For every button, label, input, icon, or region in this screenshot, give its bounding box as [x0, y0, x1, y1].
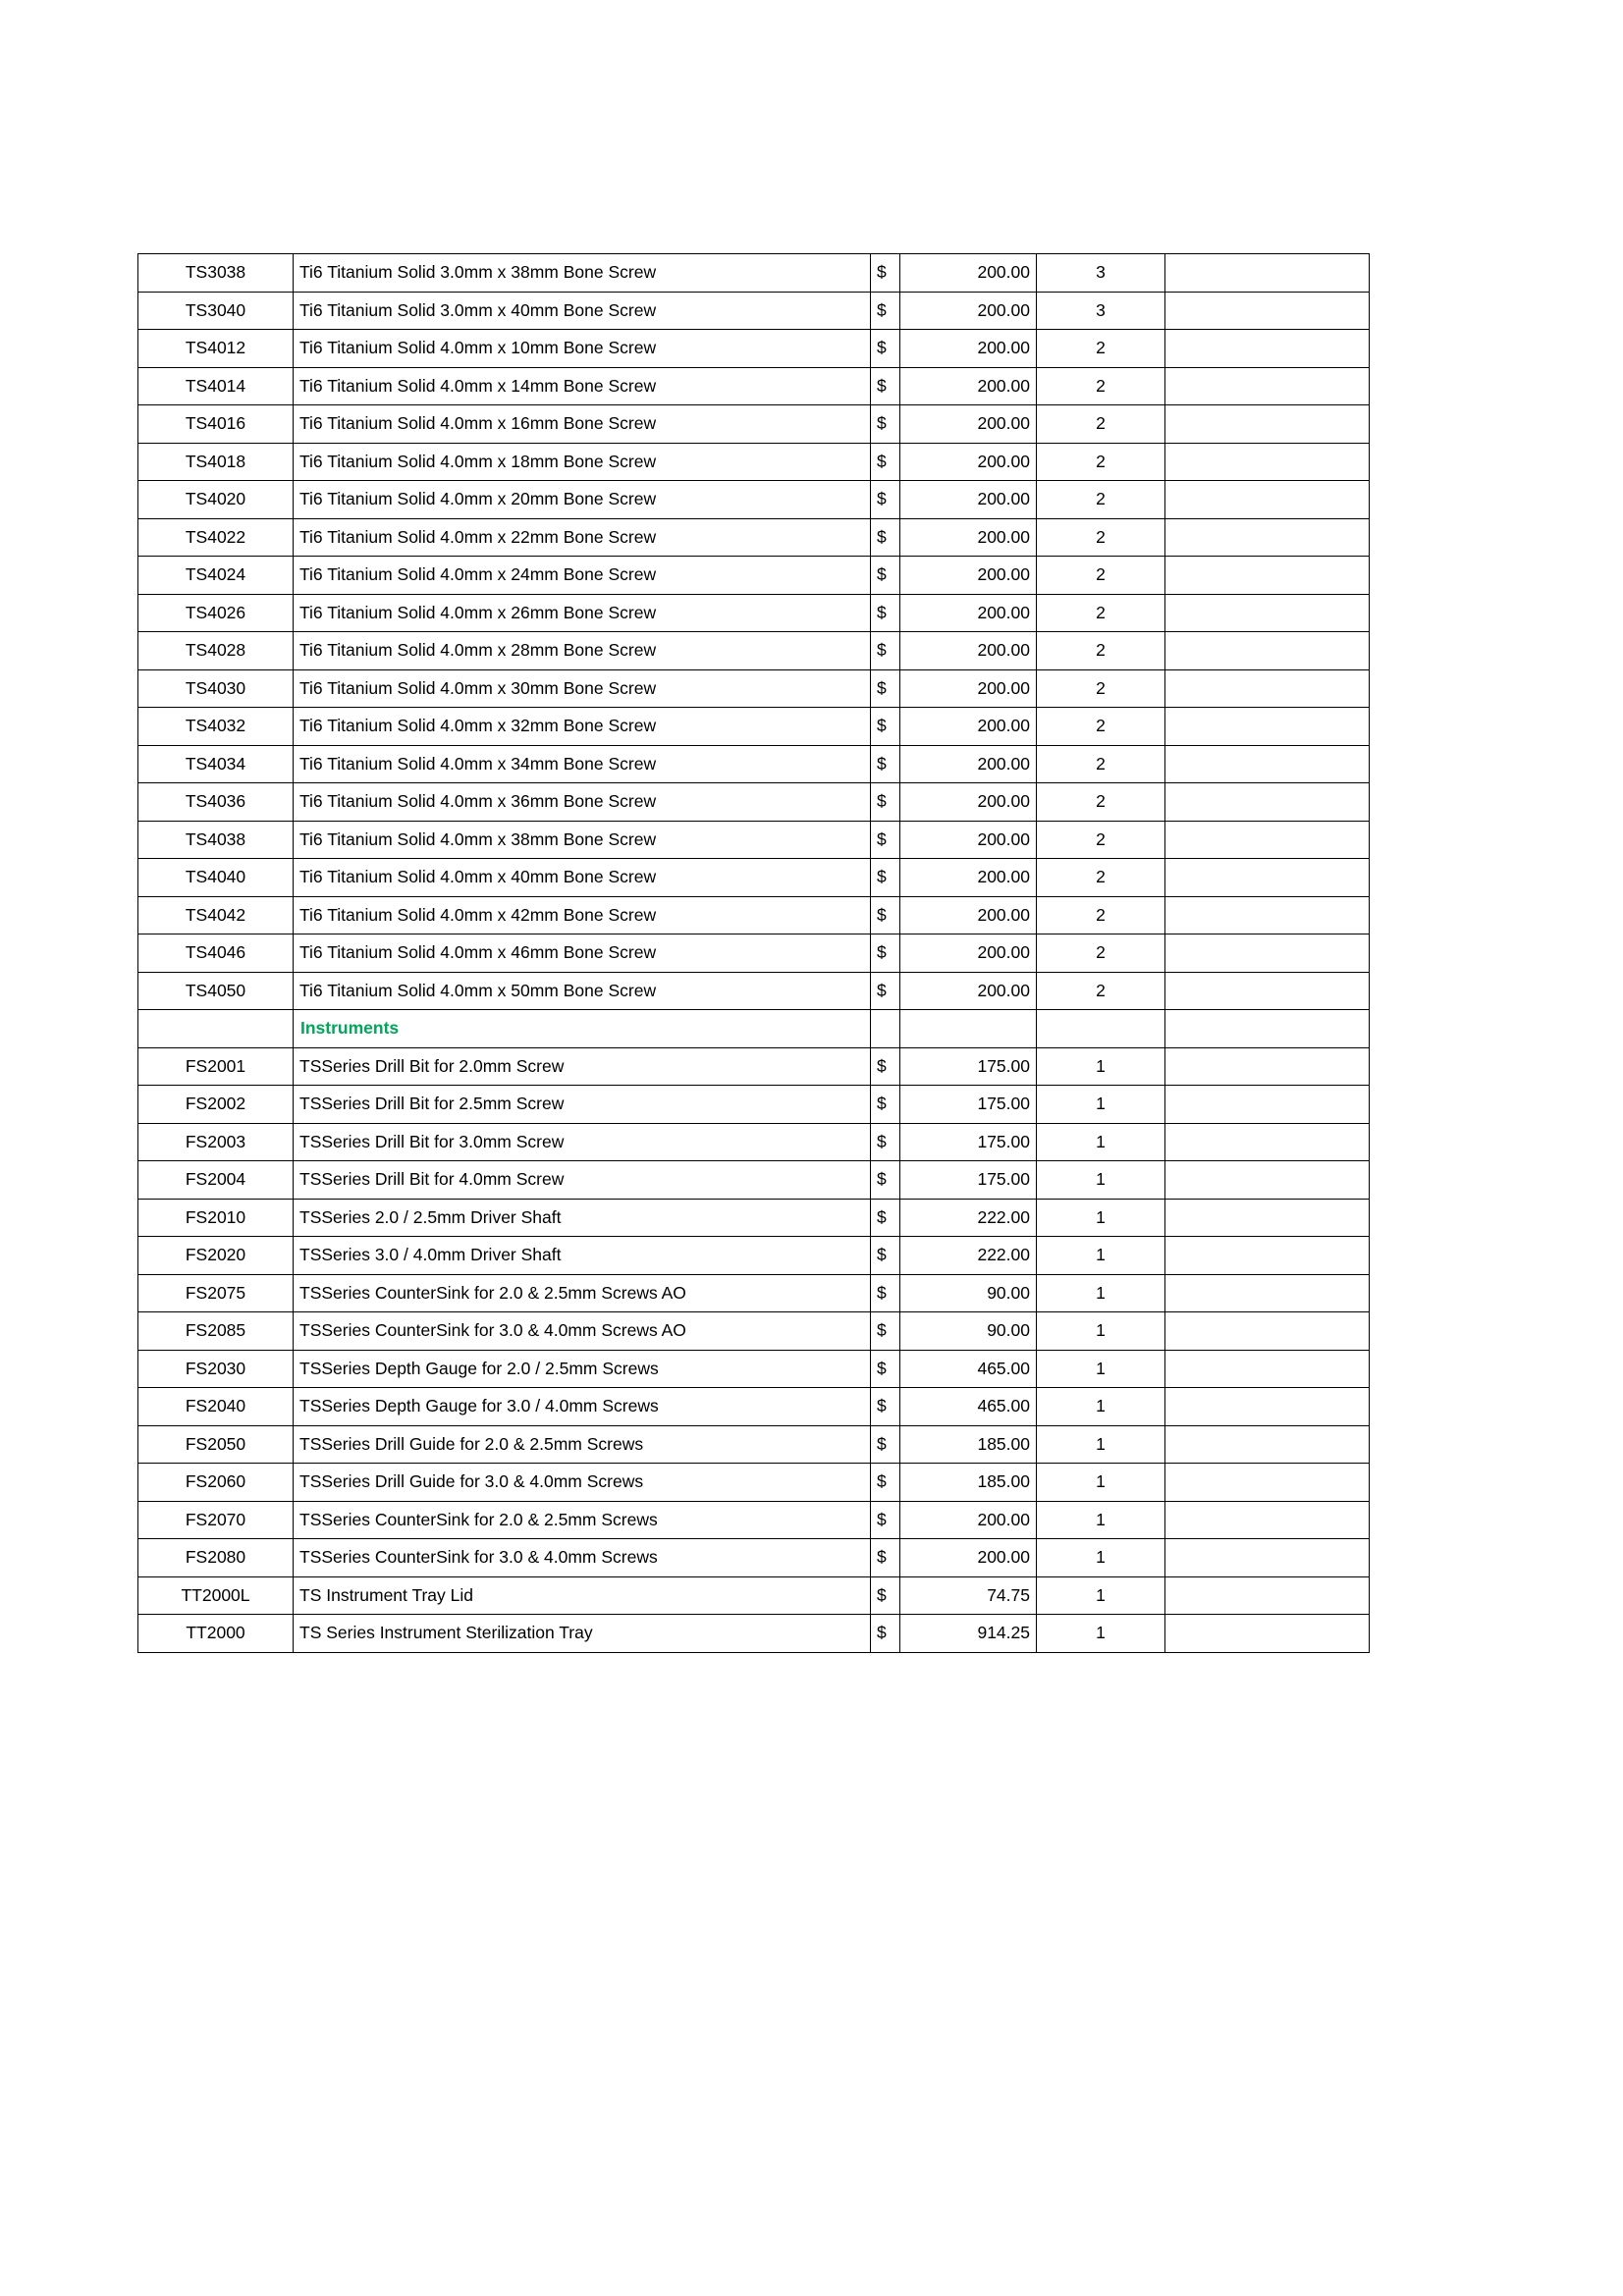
- table-row: [138, 1350, 1370, 1388]
- cell-product-code: FS2030: [138, 1350, 294, 1388]
- cell-quantity: 2: [1037, 934, 1165, 973]
- cell-description: Ti6 Titanium Solid 4.0mm x 16mm Bone Screw: [294, 405, 871, 444]
- cell-product-code: TS4026: [138, 594, 294, 632]
- cell-product-code: TS4018: [138, 443, 294, 481]
- cell-quantity: 2: [1037, 518, 1165, 557]
- cell-product-code: TS4040: [138, 859, 294, 897]
- cell-currency-symbol: $: [871, 1464, 900, 1502]
- cell-description: TSSeries Drill Bit for 4.0mm Screw: [294, 1161, 871, 1200]
- cell-notes: [1165, 821, 1370, 859]
- cell-quantity: 2: [1037, 783, 1165, 822]
- table-row: [138, 1539, 1370, 1577]
- cell-product-code: TS4032: [138, 708, 294, 746]
- cell-product-code: FS2010: [138, 1199, 294, 1237]
- cell-product-code: FS2001: [138, 1047, 294, 1086]
- cell-quantity: 2: [1037, 708, 1165, 746]
- cell-notes: [1165, 1464, 1370, 1502]
- table-row: [138, 518, 1370, 557]
- cell-notes: [1165, 934, 1370, 973]
- cell-description: Ti6 Titanium Solid 4.0mm x 50mm Bone Screw: [294, 972, 871, 1010]
- cell-price: 185.00: [900, 1425, 1037, 1464]
- cell-description: Ti6 Titanium Solid 4.0mm x 36mm Bone Screw: [294, 783, 871, 822]
- cell-notes: [1165, 1501, 1370, 1539]
- cell-notes: [1165, 1615, 1370, 1653]
- table-row: [138, 1464, 1370, 1502]
- cell-notes: [1165, 1388, 1370, 1426]
- cell-product-code: FS2075: [138, 1274, 294, 1312]
- cell-quantity: 1: [1037, 1425, 1165, 1464]
- cell-notes: [1165, 1047, 1370, 1086]
- cell-quantity: [1037, 1010, 1165, 1048]
- cell-notes: [1165, 1350, 1370, 1388]
- cell-quantity: 1: [1037, 1501, 1165, 1539]
- table-row: [138, 783, 1370, 822]
- table-row: [138, 708, 1370, 746]
- cell-quantity: 2: [1037, 330, 1165, 368]
- cell-quantity: 1: [1037, 1576, 1165, 1615]
- table-row: [138, 821, 1370, 859]
- cell-currency-symbol: $: [871, 708, 900, 746]
- cell-quantity: 2: [1037, 557, 1165, 595]
- cell-currency-symbol: $: [871, 1086, 900, 1124]
- cell-price: 200.00: [900, 896, 1037, 934]
- cell-description: TSSeries CounterSink for 3.0 & 4.0mm Screws AO: [294, 1312, 871, 1351]
- cell-description: Ti6 Titanium Solid 4.0mm x 26mm Bone Screw: [294, 594, 871, 632]
- cell-currency-symbol: $: [871, 821, 900, 859]
- cell-notes: [1165, 1274, 1370, 1312]
- cell-product-code: TS4038: [138, 821, 294, 859]
- cell-description: TSSeries Drill Bit for 3.0mm Screw: [294, 1123, 871, 1161]
- cell-notes: [1165, 745, 1370, 783]
- table-row: [138, 669, 1370, 708]
- cell-description: TSSeries CounterSink for 2.0 & 2.5mm Screws: [294, 1501, 871, 1539]
- cell-description: TSSeries Drill Bit for 2.5mm Screw: [294, 1086, 871, 1124]
- cell-description: Ti6 Titanium Solid 4.0mm x 28mm Bone Screw: [294, 632, 871, 670]
- cell-currency-symbol: $: [871, 292, 900, 330]
- cell-product-code: TS4014: [138, 367, 294, 405]
- cell-currency-symbol: $: [871, 745, 900, 783]
- table-row: [138, 1123, 1370, 1161]
- cell-notes: [1165, 859, 1370, 897]
- cell-currency-symbol: $: [871, 934, 900, 973]
- cell-price: 200.00: [900, 934, 1037, 973]
- table-row: [138, 1501, 1370, 1539]
- cell-description: Ti6 Titanium Solid 4.0mm x 40mm Bone Screw: [294, 859, 871, 897]
- cell-currency-symbol: $: [871, 1615, 900, 1653]
- table-row: [138, 1312, 1370, 1351]
- table-row: [138, 443, 1370, 481]
- cell-product-code: TS4036: [138, 783, 294, 822]
- cell-notes: [1165, 367, 1370, 405]
- cell-section-label: Instruments: [294, 1010, 871, 1048]
- cell-price: 200.00: [900, 708, 1037, 746]
- cell-product-code: TS4016: [138, 405, 294, 444]
- cell-product-code: TT2000L: [138, 1576, 294, 1615]
- cell-currency-symbol: $: [871, 330, 900, 368]
- cell-price: 200.00: [900, 330, 1037, 368]
- cell-currency-symbol: $: [871, 1199, 900, 1237]
- cell-description: TSSeries Depth Gauge for 3.0 / 4.0mm Screws: [294, 1388, 871, 1426]
- cell-product-code: FS2070: [138, 1501, 294, 1539]
- table-row: [138, 254, 1370, 293]
- cell-price: 90.00: [900, 1274, 1037, 1312]
- cell-quantity: 2: [1037, 669, 1165, 708]
- cell-price: 200.00: [900, 745, 1037, 783]
- cell-price: 200.00: [900, 443, 1037, 481]
- table-row: [138, 405, 1370, 444]
- cell-notes: [1165, 1539, 1370, 1577]
- cell-quantity: 2: [1037, 896, 1165, 934]
- cell-notes: [1165, 330, 1370, 368]
- cell-notes: [1165, 557, 1370, 595]
- table-row: [138, 896, 1370, 934]
- cell-product-code: TS4050: [138, 972, 294, 1010]
- cell-price: 200.00: [900, 367, 1037, 405]
- cell-description: Ti6 Titanium Solid 4.0mm x 34mm Bone Screw: [294, 745, 871, 783]
- cell-product-code: TS4030: [138, 669, 294, 708]
- cell-notes: [1165, 669, 1370, 708]
- table-row: [138, 745, 1370, 783]
- cell-product-code: FS2020: [138, 1237, 294, 1275]
- cell-currency-symbol: $: [871, 1047, 900, 1086]
- cell-price: 200.00: [900, 821, 1037, 859]
- cell-product-code: TS4034: [138, 745, 294, 783]
- cell-price: 200.00: [900, 783, 1037, 822]
- table-row: [138, 594, 1370, 632]
- cell-notes: [1165, 1161, 1370, 1200]
- cell-quantity: 3: [1037, 254, 1165, 293]
- cell-notes: [1165, 1576, 1370, 1615]
- table-row: [138, 859, 1370, 897]
- cell-product-code: TS4012: [138, 330, 294, 368]
- cell-price: 200.00: [900, 405, 1037, 444]
- cell-quantity: 2: [1037, 481, 1165, 519]
- cell-notes: [1165, 594, 1370, 632]
- cell-currency-symbol: $: [871, 481, 900, 519]
- cell-notes: [1165, 1237, 1370, 1275]
- table-row: [138, 1274, 1370, 1312]
- cell-currency-symbol: $: [871, 1237, 900, 1275]
- price-list-body: [138, 254, 1370, 1653]
- cell-price: 200.00: [900, 1501, 1037, 1539]
- cell-description: Ti6 Titanium Solid 3.0mm x 40mm Bone Screw: [294, 292, 871, 330]
- cell-description: Ti6 Titanium Solid 4.0mm x 14mm Bone Screw: [294, 367, 871, 405]
- cell-currency-symbol: $: [871, 594, 900, 632]
- cell-product-code: FS2040: [138, 1388, 294, 1426]
- table-row: [138, 1388, 1370, 1426]
- cell-currency-symbol: $: [871, 1539, 900, 1577]
- cell-currency-symbol: $: [871, 1312, 900, 1351]
- cell-quantity: 1: [1037, 1312, 1165, 1351]
- cell-price: 200.00: [900, 557, 1037, 595]
- cell-description: TSSeries 2.0 / 2.5mm Driver Shaft: [294, 1199, 871, 1237]
- cell-notes: [1165, 443, 1370, 481]
- cell-product-code: [138, 1010, 294, 1048]
- cell-price: 200.00: [900, 859, 1037, 897]
- cell-quantity: 1: [1037, 1199, 1165, 1237]
- cell-quantity: 3: [1037, 292, 1165, 330]
- cell-product-code: FS2080: [138, 1539, 294, 1577]
- cell-description: Ti6 Titanium Solid 4.0mm x 42mm Bone Screw: [294, 896, 871, 934]
- cell-currency-symbol: $: [871, 254, 900, 293]
- table-row: [138, 330, 1370, 368]
- cell-price: 465.00: [900, 1388, 1037, 1426]
- cell-price: 200.00: [900, 518, 1037, 557]
- cell-price: 175.00: [900, 1123, 1037, 1161]
- cell-description: TSSeries 3.0 / 4.0mm Driver Shaft: [294, 1237, 871, 1275]
- cell-currency-symbol: $: [871, 1350, 900, 1388]
- cell-description: TSSeries Drill Guide for 2.0 & 2.5mm Screws: [294, 1425, 871, 1464]
- cell-currency-symbol: $: [871, 1388, 900, 1426]
- cell-currency-symbol: $: [871, 1274, 900, 1312]
- table-row: [138, 1161, 1370, 1200]
- cell-product-code: TS4042: [138, 896, 294, 934]
- cell-description: TSSeries CounterSink for 2.0 & 2.5mm Screws AO: [294, 1274, 871, 1312]
- table-row: [138, 557, 1370, 595]
- table-row: [138, 1086, 1370, 1124]
- cell-description: Ti6 Titanium Solid 4.0mm x 20mm Bone Screw: [294, 481, 871, 519]
- table-row: [138, 1047, 1370, 1086]
- cell-quantity: 2: [1037, 972, 1165, 1010]
- cell-product-code: TS4028: [138, 632, 294, 670]
- cell-currency-symbol: $: [871, 896, 900, 934]
- cell-quantity: 1: [1037, 1086, 1165, 1124]
- cell-quantity: 1: [1037, 1464, 1165, 1502]
- cell-quantity: 2: [1037, 745, 1165, 783]
- cell-price: 200.00: [900, 292, 1037, 330]
- cell-price: 465.00: [900, 1350, 1037, 1388]
- cell-price: 200.00: [900, 481, 1037, 519]
- cell-description: Ti6 Titanium Solid 3.0mm x 38mm Bone Screw: [294, 254, 871, 293]
- cell-price: 185.00: [900, 1464, 1037, 1502]
- cell-price: 200.00: [900, 669, 1037, 708]
- cell-price: 175.00: [900, 1161, 1037, 1200]
- cell-quantity: 2: [1037, 405, 1165, 444]
- table-row: [138, 1199, 1370, 1237]
- cell-quantity: 1: [1037, 1237, 1165, 1275]
- cell-notes: [1165, 708, 1370, 746]
- table-row: [138, 934, 1370, 973]
- cell-quantity: 1: [1037, 1274, 1165, 1312]
- table-row: [138, 972, 1370, 1010]
- cell-quantity: 1: [1037, 1350, 1165, 1388]
- cell-notes: [1165, 1010, 1370, 1048]
- cell-product-code: FS2085: [138, 1312, 294, 1351]
- cell-price: 222.00: [900, 1199, 1037, 1237]
- cell-quantity: 2: [1037, 594, 1165, 632]
- cell-notes: [1165, 292, 1370, 330]
- cell-currency-symbol: $: [871, 1161, 900, 1200]
- cell-description: TS Instrument Tray Lid: [294, 1576, 871, 1615]
- cell-quantity: 2: [1037, 443, 1165, 481]
- cell-notes: [1165, 896, 1370, 934]
- table-row: [138, 632, 1370, 670]
- cell-price: [900, 1010, 1037, 1048]
- cell-product-code: TS4020: [138, 481, 294, 519]
- cell-notes: [1165, 1199, 1370, 1237]
- cell-price: 175.00: [900, 1047, 1037, 1086]
- cell-currency-symbol: $: [871, 1501, 900, 1539]
- cell-price: 200.00: [900, 972, 1037, 1010]
- cell-quantity: 2: [1037, 632, 1165, 670]
- cell-description: Ti6 Titanium Solid 4.0mm x 38mm Bone Screw: [294, 821, 871, 859]
- cell-quantity: 2: [1037, 367, 1165, 405]
- cell-product-code: TS4022: [138, 518, 294, 557]
- cell-notes: [1165, 972, 1370, 1010]
- cell-description: Ti6 Titanium Solid 4.0mm x 22mm Bone Screw: [294, 518, 871, 557]
- cell-currency-symbol: $: [871, 1576, 900, 1615]
- cell-notes: [1165, 518, 1370, 557]
- cell-currency-symbol: $: [871, 518, 900, 557]
- cell-price: 175.00: [900, 1086, 1037, 1124]
- cell-product-code: TS4024: [138, 557, 294, 595]
- cell-description: Ti6 Titanium Solid 4.0mm x 46mm Bone Screw: [294, 934, 871, 973]
- cell-quantity: 1: [1037, 1615, 1165, 1653]
- cell-product-code: TS4046: [138, 934, 294, 973]
- cell-product-code: TS3040: [138, 292, 294, 330]
- table-row: [138, 292, 1370, 330]
- cell-quantity: 1: [1037, 1161, 1165, 1200]
- cell-price: 200.00: [900, 632, 1037, 670]
- cell-price: 200.00: [900, 594, 1037, 632]
- cell-description: Ti6 Titanium Solid 4.0mm x 32mm Bone Screw: [294, 708, 871, 746]
- cell-price: 90.00: [900, 1312, 1037, 1351]
- cell-product-code: FS2003: [138, 1123, 294, 1161]
- cell-notes: [1165, 1086, 1370, 1124]
- cell-notes: [1165, 481, 1370, 519]
- cell-description: Ti6 Titanium Solid 4.0mm x 30mm Bone Screw: [294, 669, 871, 708]
- cell-currency-symbol: $: [871, 405, 900, 444]
- cell-notes: [1165, 405, 1370, 444]
- cell-product-code: TS3038: [138, 254, 294, 293]
- cell-quantity: 1: [1037, 1539, 1165, 1577]
- table-row: [138, 1425, 1370, 1464]
- cell-notes: [1165, 632, 1370, 670]
- table-row: [138, 367, 1370, 405]
- cell-currency-symbol: $: [871, 632, 900, 670]
- cell-price: 914.25: [900, 1615, 1037, 1653]
- cell-quantity: 1: [1037, 1123, 1165, 1161]
- cell-currency-symbol: $: [871, 859, 900, 897]
- cell-currency-symbol: $: [871, 443, 900, 481]
- cell-description: TSSeries Depth Gauge for 2.0 / 2.5mm Screws: [294, 1350, 871, 1388]
- cell-description: Ti6 Titanium Solid 4.0mm x 18mm Bone Screw: [294, 443, 871, 481]
- cell-notes: [1165, 1312, 1370, 1351]
- cell-description: Ti6 Titanium Solid 4.0mm x 10mm Bone Screw: [294, 330, 871, 368]
- cell-quantity: 1: [1037, 1047, 1165, 1086]
- cell-quantity: 2: [1037, 859, 1165, 897]
- cell-currency-symbol: $: [871, 557, 900, 595]
- cell-description: TSSeries CounterSink for 3.0 & 4.0mm Screws: [294, 1539, 871, 1577]
- cell-currency-symbol: $: [871, 972, 900, 1010]
- cell-description: TSSeries Drill Bit for 2.0mm Screw: [294, 1047, 871, 1086]
- cell-currency-symbol: [871, 1010, 900, 1048]
- cell-product-code: FS2050: [138, 1425, 294, 1464]
- cell-currency-symbol: $: [871, 669, 900, 708]
- price-list-table: [137, 253, 1370, 1653]
- cell-quantity: 1: [1037, 1388, 1165, 1426]
- cell-price: 200.00: [900, 254, 1037, 293]
- cell-product-code: FS2060: [138, 1464, 294, 1502]
- cell-description: Ti6 Titanium Solid 4.0mm x 24mm Bone Screw: [294, 557, 871, 595]
- table-row: [138, 1615, 1370, 1653]
- cell-quantity: 2: [1037, 821, 1165, 859]
- table-row: [138, 1576, 1370, 1615]
- cell-currency-symbol: $: [871, 783, 900, 822]
- table-row: [138, 481, 1370, 519]
- price-list-table-container: [137, 253, 1369, 1653]
- cell-notes: [1165, 783, 1370, 822]
- cell-product-code: TT2000: [138, 1615, 294, 1653]
- cell-currency-symbol: $: [871, 1425, 900, 1464]
- cell-notes: [1165, 1123, 1370, 1161]
- cell-product-code: FS2004: [138, 1161, 294, 1200]
- cell-currency-symbol: $: [871, 367, 900, 405]
- cell-price: 200.00: [900, 1539, 1037, 1577]
- cell-product-code: FS2002: [138, 1086, 294, 1124]
- cell-description: TSSeries Drill Guide for 3.0 & 4.0mm Screws: [294, 1464, 871, 1502]
- cell-price: 222.00: [900, 1237, 1037, 1275]
- cell-description: TS Series Instrument Sterilization Tray: [294, 1615, 871, 1653]
- cell-price: 74.75: [900, 1576, 1037, 1615]
- cell-notes: [1165, 254, 1370, 293]
- table-section-row: [138, 1010, 1370, 1048]
- cell-currency-symbol: $: [871, 1123, 900, 1161]
- cell-notes: [1165, 1425, 1370, 1464]
- table-row: [138, 1237, 1370, 1275]
